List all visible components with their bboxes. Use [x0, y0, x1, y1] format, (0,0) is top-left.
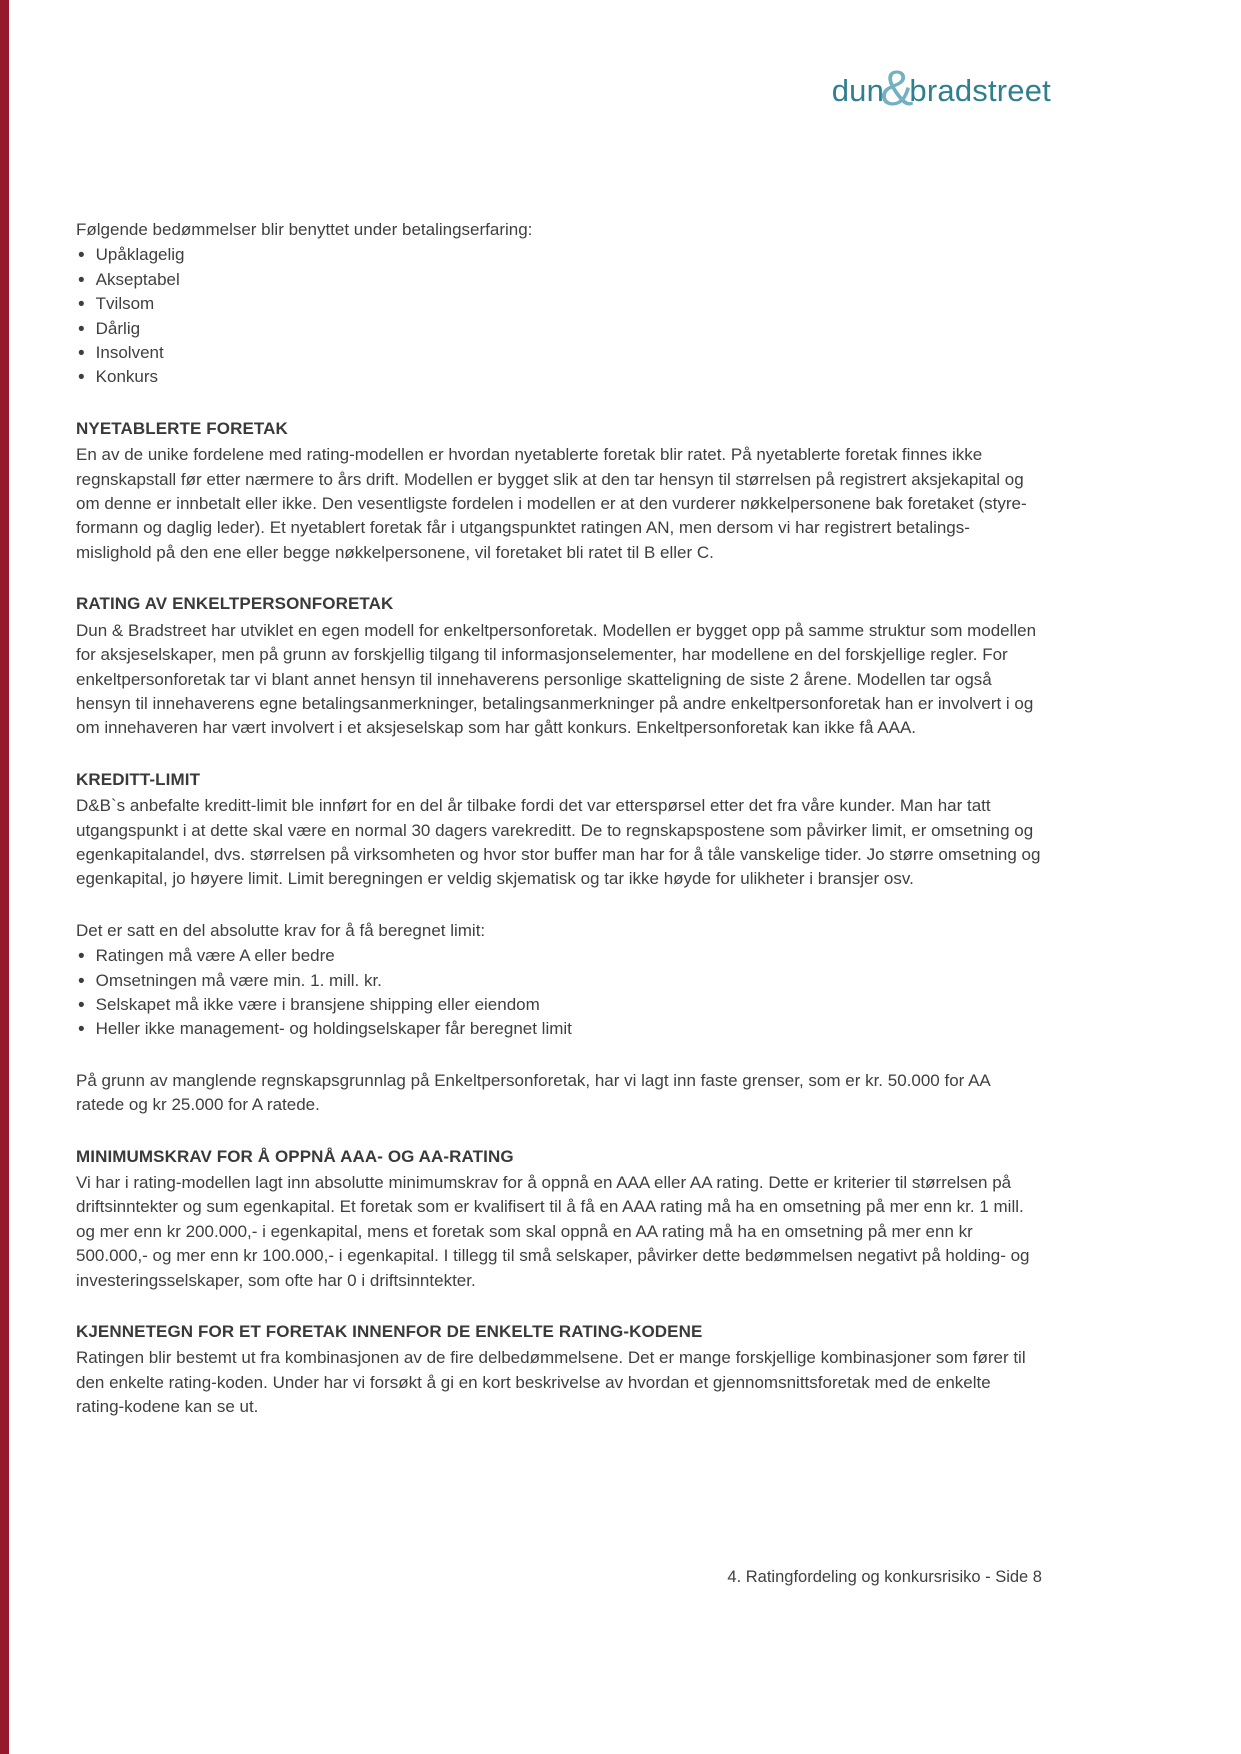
list-item — [76, 243, 1042, 267]
intro-lead: Følgende bedømmelser blir benyttet under betalingserfaring: — [76, 220, 533, 239]
list-item-text: Upåklagelig — [95, 245, 185, 265]
section-body: D&B`s anbefalte kreditt-limit ble innført for en del år tilbake fordi det var etterspørsel etter det fra våre kunder. Man har tatt utgangspunkt i at dette skal være en normal 30 dagers varekreditt. De to regnskapspostene som påvirker limit, er omsetning og egenkapitalandel, dvs. størrelsen på virksomheten og hvor stor buffer man har for å tåle vanskelige tider. Jo større omsetning og egenkapital, jo høyere limit. Limit beregningen er veldig skjematisk og tar ikke høyde for ulikheter i bransjer osv. — [76, 796, 1041, 889]
list-item — [76, 317, 1042, 341]
section-nyetablerte-foretak — [76, 417, 1042, 565]
fixed-limits-paragraph-block — [76, 1069, 1042, 1118]
list-item-text: Akseptabel — [95, 269, 180, 289]
section-heading: KREDITT-LIMIT — [76, 769, 201, 789]
list-item — [76, 268, 1042, 292]
section-body: En av de unike fordelene med rating-modellen er hvordan nyetablerte foretak blir ratet. På nyetablerte foretak finnes ikke regnskapstall før etter nærmere to års drift. Modellen er bygget slik at den tar hensyn til størrelsen på registrert aksjekapital og om denne er innbetalt eller ikke. Den vesentligste fordelen i modellen er at den vurderer nøkkelpersonene bak foretaket (styre- formann og daglig leder). Et nyetablert foretak får i utgangspunktet ratingen AN, men dersom vi har registrert betalings- mislighold på den ene eller begge nøkkelpersonene, vil foretaket bli ratet til B eller C. — [76, 445, 1027, 562]
section-kreditt-limit — [76, 768, 1042, 892]
logo-word-dun: dun — [831, 73, 885, 108]
list-item-text: Selskapet må ikke være i bransjene shipping eller eiendom — [95, 994, 540, 1014]
section-heading: MINIMUMSKRAV FOR Å OPPNÅ AAA- OG AA-RATING — [76, 1146, 514, 1166]
section-kjennetegn — [76, 1320, 1042, 1420]
section-heading: KJENNETEGN FOR ET FORETAK INNENFOR DE ENKELTE RATING-KODENE — [76, 1322, 703, 1342]
section-heading: RATING AV ENKELTPERSONFORETAK — [76, 594, 394, 614]
list-item-text: Konkurs — [95, 367, 159, 387]
list-item-text: Heller ikke management- og holdingselskaper får beregnet limit — [95, 1019, 572, 1039]
page-footer — [76, 1568, 1042, 1587]
section-rating-enkeltpersonforetak — [76, 592, 1042, 740]
list-item-text: Omsetningen må være min. 1. mill. kr. — [95, 970, 382, 990]
payment-experience-list — [76, 243, 1042, 389]
section-body: Vi har i rating-modellen lagt inn absolutte minimumskrav for å oppnå en AAA eller AA rating. Dette er kriterier til størrelsen på driftsinntekter og sum egenkapital. Et foretak som er kvalifisert til å få en AAA rating må ha en omsetning på mer enn kr. 1 mill. og mer enn kr 200.000,- i egenkapital, mens et foretak som skal oppnå en AA rating må ha en omsetning på mer enn kr 500.000,- og mer enn kr 100.000,- i egenkapital. I tillegg til små selskaper, påvirker dette bedømmelsen negativt på holding- og investeringsselskaper, som ofte har 0 i driftsinntekter. — [76, 1173, 1030, 1290]
limit-requirements-list — [76, 944, 1042, 1042]
list-item — [76, 993, 1042, 1017]
list-item — [76, 292, 1042, 316]
section-minimumskrav — [76, 1145, 1042, 1293]
list-item-text: Tvilsom — [95, 294, 155, 314]
list-item-text: Dårlig — [95, 318, 141, 338]
list-item-text: Insolvent — [95, 343, 164, 363]
fixed-limits-paragraph: På grunn av manglende regnskapsgrunnlag på Enkeltpersonforetak, har vi lagt inn faste grenser, som er kr. 50.000 for AA ratede og kr 25.000 for A ratede. — [76, 1070, 990, 1115]
footer-text: 4. Ratingfordeling og konkursrisiko - Side 8 — [727, 1568, 1042, 1586]
list-item — [76, 341, 1042, 365]
logo-ampersand: & — [880, 60, 914, 116]
document-content — [76, 218, 1042, 1420]
list-item — [76, 944, 1042, 968]
list-item-text: Ratingen må være A eller bedre — [95, 946, 335, 966]
limit-requirements-block — [76, 919, 1042, 1042]
left-accent-stripe — [0, 0, 9, 1754]
dun-bradstreet-logo — [831, 60, 1051, 116]
list-item — [76, 969, 1042, 993]
section-heading: NYETABLERTE FORETAK — [76, 418, 288, 438]
section-body: Dun & Bradstreet har utviklet en egen modell for enkeltpersonforetak. Modellen er bygget opp på samme struktur som modellen for aksjeselskaper, men på grunn av forskjellig tilgang til informasjonselementer, har modellene en del forskjellige regler. For enkeltpersonforetak tar vi blant annet hensyn til innehaverens personlige skatteligning de siste 2 årene. Modellen tar også hensyn til innehaverens egne betalingsanmerkninger, betalingsanmerkninger på andre enkeltpersonforetak han er involvert i og om innehaveren har vært involvert i et aksjeselskap som har gått konkurs. Enkeltpersonforetak kan ikke få AAA. — [76, 620, 1037, 738]
section-body: Ratingen blir bestemt ut fra kombinasjonen av de fire delbedømmelsene. Det er mange forskjellige kombinasjoner som fører til den enkelte rating-koden. Under har vi forsøkt å gi en kort beskrivelse av hvordan et gjennomsnittsforetak med de enkelte rating-kodene kan se ut. — [76, 1348, 1026, 1417]
logo-word-bradstreet: bradstreet — [909, 73, 1051, 108]
list-item — [76, 1017, 1042, 1041]
limit-requirements-lead: Det er satt en del absolutte krav for å få beregnet limit: — [76, 920, 486, 940]
list-item — [76, 365, 1042, 389]
